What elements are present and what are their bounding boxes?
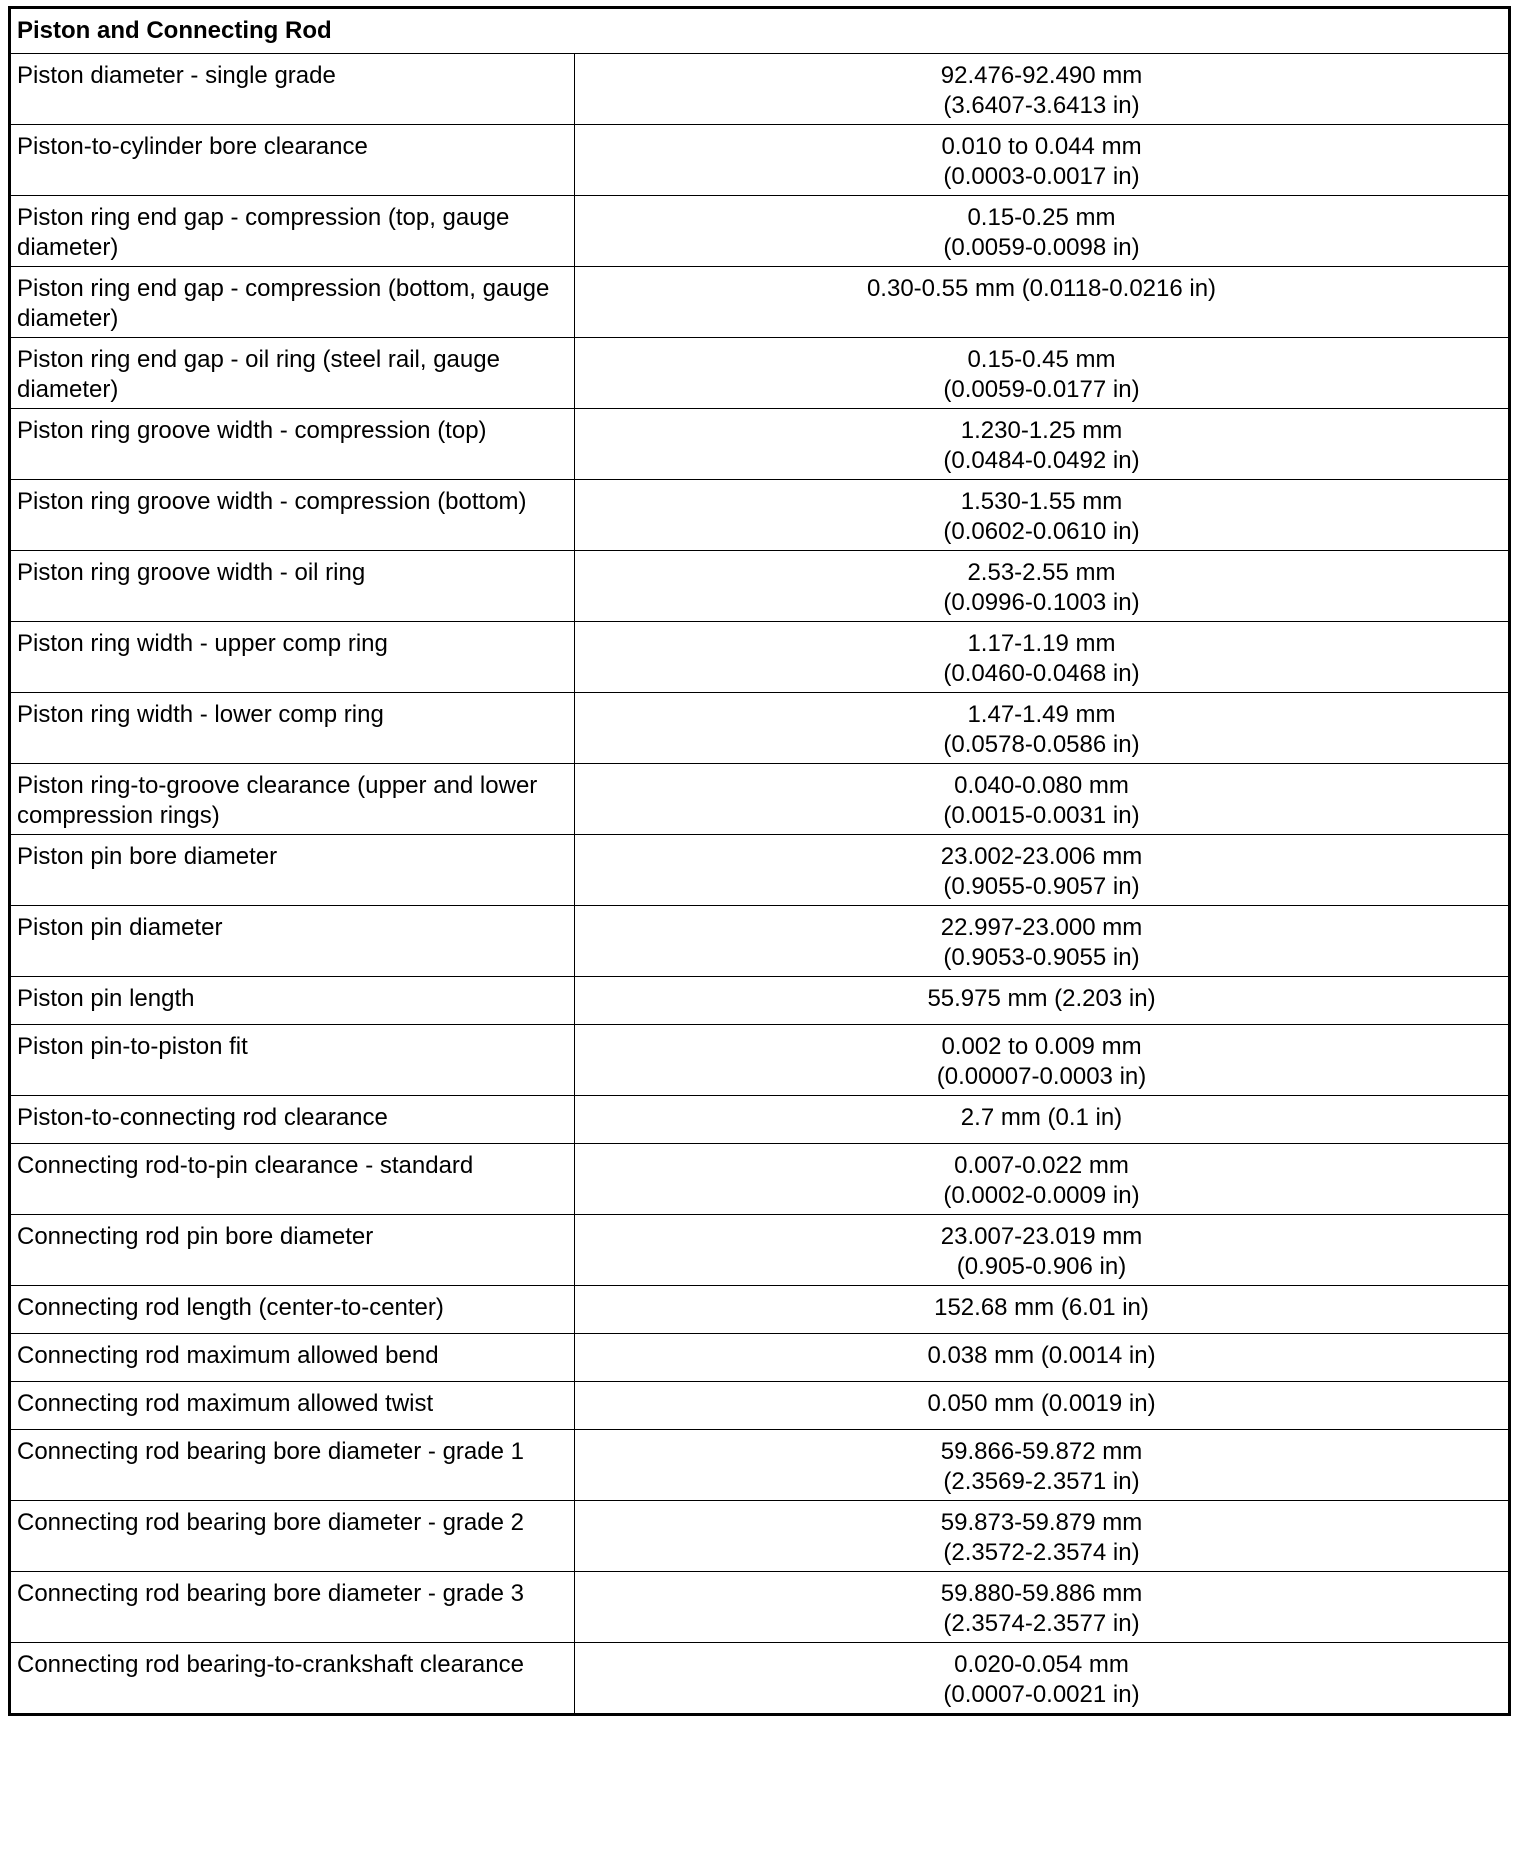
table-row bbox=[10, 480, 1510, 551]
table-row bbox=[10, 1382, 1510, 1430]
table-row bbox=[10, 764, 1510, 835]
spec-value-line: (0.0007-0.0021 in) bbox=[943, 1681, 1140, 1708]
spec-value-line: 2.53-2.55 mm bbox=[967, 559, 1116, 586]
spec-value-line: (0.9055-0.9057 in) bbox=[943, 873, 1140, 900]
spec-value-line: 0.007-0.022 mm bbox=[954, 1152, 1129, 1179]
spec-value bbox=[575, 409, 1510, 480]
spec-label: Piston-to-cylinder bore clearance bbox=[10, 125, 575, 196]
table-row bbox=[10, 267, 1510, 338]
spec-value-line: 59.866-59.872 mm bbox=[940, 1438, 1143, 1465]
table-row bbox=[10, 1096, 1510, 1144]
spec-label: Piston ring groove width - compression (bottom) bbox=[10, 480, 575, 551]
spec-value-line: (0.0059-0.0177 in) bbox=[943, 376, 1140, 403]
spec-value-line: 0.020-0.054 mm bbox=[954, 1651, 1129, 1678]
spec-value bbox=[575, 1572, 1510, 1643]
spec-value-line: (0.0996-0.1003 in) bbox=[943, 589, 1140, 616]
table-row bbox=[10, 338, 1510, 409]
spec-label: Piston diameter - single grade bbox=[10, 54, 575, 125]
table-row bbox=[10, 125, 1510, 196]
spec-table bbox=[8, 6, 1511, 1716]
spec-value bbox=[575, 480, 1510, 551]
table-body bbox=[10, 54, 1510, 1715]
spec-value-line: 59.880-59.886 mm bbox=[940, 1580, 1143, 1607]
spec-value-line: 92.476-92.490 mm bbox=[940, 62, 1143, 89]
table-header-row bbox=[10, 8, 1510, 54]
spec-value bbox=[575, 54, 1510, 125]
spec-label: Piston ring end gap - compression (top, gauge diameter) bbox=[10, 196, 575, 267]
spec-label: Connecting rod maximum allowed twist bbox=[10, 1382, 575, 1430]
spec-label: Piston pin-to-piston fit bbox=[10, 1025, 575, 1096]
spec-label: Piston ring end gap - oil ring (steel rail, gauge diameter) bbox=[10, 338, 575, 409]
spec-value-line: (0.905-0.906 in) bbox=[956, 1253, 1127, 1280]
spec-value-line: 152.68 mm (6.01 in) bbox=[934, 1294, 1149, 1321]
spec-label: Connecting rod bearing bore diameter - grade 3 bbox=[10, 1572, 575, 1643]
table-row bbox=[10, 977, 1510, 1025]
table-row bbox=[10, 409, 1510, 480]
spec-label: Connecting rod bearing-to-crankshaft clearance bbox=[10, 1643, 575, 1715]
spec-value-line: (2.3572-2.3574 in) bbox=[943, 1539, 1140, 1566]
table-row bbox=[10, 54, 1510, 125]
spec-value bbox=[575, 338, 1510, 409]
spec-value-line: 23.007-23.019 mm bbox=[940, 1223, 1143, 1250]
spec-value bbox=[575, 1286, 1510, 1334]
table-row bbox=[10, 1572, 1510, 1643]
table-row bbox=[10, 1286, 1510, 1334]
spec-value bbox=[575, 622, 1510, 693]
spec-label: Piston ring width - upper comp ring bbox=[10, 622, 575, 693]
spec-label: Piston ring end gap - compression (bottom, gauge diameter) bbox=[10, 267, 575, 338]
spec-value-line: 0.050 mm (0.0019 in) bbox=[927, 1390, 1156, 1417]
spec-value-line: (0.0602-0.0610 in) bbox=[943, 518, 1140, 545]
table-row bbox=[10, 693, 1510, 764]
table-row bbox=[10, 1215, 1510, 1286]
table-row bbox=[10, 551, 1510, 622]
spec-value bbox=[575, 693, 1510, 764]
spec-value-line: 0.002 to 0.009 mm bbox=[941, 1033, 1142, 1060]
spec-value bbox=[575, 1025, 1510, 1096]
spec-value-line: 22.997-23.000 mm bbox=[940, 914, 1143, 941]
spec-value bbox=[575, 764, 1510, 835]
spec-label: Piston ring width - lower comp ring bbox=[10, 693, 575, 764]
spec-value bbox=[575, 267, 1510, 338]
table-row bbox=[10, 1643, 1510, 1715]
spec-value-line: (0.00007-0.0003 in) bbox=[936, 1063, 1147, 1090]
table-row bbox=[10, 196, 1510, 267]
spec-value bbox=[575, 1334, 1510, 1382]
spec-value bbox=[575, 1501, 1510, 1572]
spec-value bbox=[575, 1096, 1510, 1144]
table-row bbox=[10, 835, 1510, 906]
table-row bbox=[10, 1334, 1510, 1382]
spec-value bbox=[575, 125, 1510, 196]
spec-label: Connecting rod-to-pin clearance - standard bbox=[10, 1144, 575, 1215]
spec-label: Connecting rod maximum allowed bend bbox=[10, 1334, 575, 1382]
spec-value-line: 0.040-0.080 mm bbox=[954, 772, 1129, 799]
spec-value-line: (0.0578-0.0586 in) bbox=[943, 731, 1140, 758]
spec-value-line: 1.230-1.25 mm bbox=[960, 417, 1123, 444]
spec-value-line: (0.0059-0.0098 in) bbox=[943, 234, 1140, 261]
table-row bbox=[10, 1144, 1510, 1215]
spec-value-line: (0.0484-0.0492 in) bbox=[943, 447, 1140, 474]
spec-label: Connecting rod bearing bore diameter - grade 1 bbox=[10, 1430, 575, 1501]
spec-value bbox=[575, 977, 1510, 1025]
spec-label: Piston pin diameter bbox=[10, 906, 575, 977]
spec-label: Piston-to-connecting rod clearance bbox=[10, 1096, 575, 1144]
spec-value-line: (0.0460-0.0468 in) bbox=[943, 660, 1140, 687]
spec-value-line: (0.0003-0.0017 in) bbox=[943, 163, 1140, 190]
spec-value bbox=[575, 906, 1510, 977]
table-title: Piston and Connecting Rod bbox=[10, 8, 1510, 54]
spec-label: Piston ring-to-groove clearance (upper and lower compression rings) bbox=[10, 764, 575, 835]
spec-label: Connecting rod length (center-to-center) bbox=[10, 1286, 575, 1334]
table-row bbox=[10, 1430, 1510, 1501]
spec-value bbox=[575, 196, 1510, 267]
spec-value bbox=[575, 1382, 1510, 1430]
spec-value-line: (3.6407-3.6413 in) bbox=[943, 92, 1140, 119]
table-row bbox=[10, 1025, 1510, 1096]
spec-label: Connecting rod pin bore diameter bbox=[10, 1215, 575, 1286]
spec-value-line: 1.17-1.19 mm bbox=[967, 630, 1116, 657]
spec-value-line: 0.30-0.55 mm (0.0118-0.0216 in) bbox=[866, 275, 1217, 302]
spec-value-line: 0.038 mm (0.0014 in) bbox=[927, 1342, 1156, 1369]
spec-value-line: 2.7 mm (0.1 in) bbox=[960, 1104, 1123, 1131]
spec-label: Piston pin bore diameter bbox=[10, 835, 575, 906]
table-row bbox=[10, 906, 1510, 977]
spec-value-line: 0.010 to 0.044 mm bbox=[941, 133, 1142, 160]
spec-value-line: (0.9053-0.9055 in) bbox=[943, 944, 1140, 971]
spec-value bbox=[575, 1430, 1510, 1501]
spec-sheet bbox=[8, 6, 1508, 1716]
spec-value-line: (0.0002-0.0009 in) bbox=[943, 1182, 1140, 1209]
spec-value-line: 23.002-23.006 mm bbox=[940, 843, 1143, 870]
spec-label: Piston ring groove width - compression (top) bbox=[10, 409, 575, 480]
spec-value-line: (2.3574-2.3577 in) bbox=[943, 1610, 1140, 1637]
spec-value bbox=[575, 1215, 1510, 1286]
spec-label: Piston ring groove width - oil ring bbox=[10, 551, 575, 622]
spec-value-line: 0.15-0.25 mm bbox=[967, 204, 1116, 231]
table-row bbox=[10, 1501, 1510, 1572]
spec-value bbox=[575, 1643, 1510, 1715]
spec-value-line: (0.0015-0.0031 in) bbox=[943, 802, 1140, 829]
spec-value bbox=[575, 551, 1510, 622]
spec-value-line: 1.47-1.49 mm bbox=[967, 701, 1116, 728]
spec-value-line: 59.873-59.879 mm bbox=[940, 1509, 1143, 1536]
spec-value-line: 0.15-0.45 mm bbox=[967, 346, 1116, 373]
spec-label: Connecting rod bearing bore diameter - grade 2 bbox=[10, 1501, 575, 1572]
spec-value bbox=[575, 835, 1510, 906]
spec-value-line: (2.3569-2.3571 in) bbox=[943, 1468, 1140, 1495]
table-row bbox=[10, 622, 1510, 693]
spec-value-line: 55.975 mm (2.203 in) bbox=[927, 985, 1156, 1012]
spec-value-line: 1.530-1.55 mm bbox=[960, 488, 1123, 515]
spec-value bbox=[575, 1144, 1510, 1215]
spec-label: Piston pin length bbox=[10, 977, 575, 1025]
